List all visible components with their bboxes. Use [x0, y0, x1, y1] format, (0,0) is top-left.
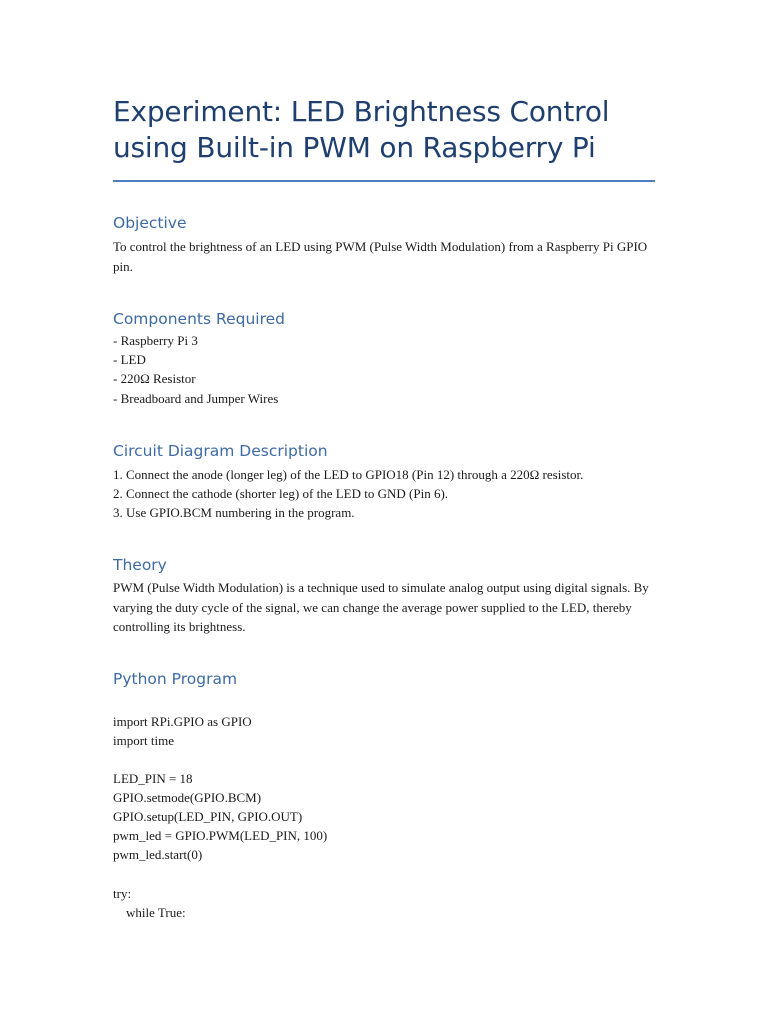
components-heading: Components Required [113, 310, 285, 328]
document-title: Experiment: LED Brightness Control using Built-in PWM on Raspberry Pi [113, 95, 610, 164]
component-item: - Raspberry Pi 3 [113, 333, 198, 348]
code-line: import RPi.GPIO as GPIO [113, 714, 252, 729]
circuit-step: 1. Connect the anode (longer leg) of the LED to GPIO18 (Pin 12) through a 220Ω resistor. [113, 467, 584, 482]
theory-heading: Theory [113, 556, 167, 574]
code-line: pwm_led.start(0) [113, 847, 203, 862]
code-line: while True: [113, 905, 186, 920]
code-line: pwm_led = GPIO.PWM(LED_PIN, 100) [113, 828, 328, 843]
circuit-heading: Circuit Diagram Description [113, 442, 328, 460]
code-line: GPIO.setup(LED_PIN, GPIO.OUT) [113, 809, 303, 824]
circuit-step: 2. Connect the cathode (shorter leg) of the LED to GND (Pin 6). [113, 486, 449, 501]
theory-text: PWM (Pulse Width Modulation) is a technique used to simulate analog output using digital signals. By varying the duty cycle of the signal, we can change the average power supplied to the LED, thereby controlling its brightness. [113, 580, 649, 634]
code-line: GPIO.setmode(GPIO.BCM) [113, 790, 262, 805]
component-item: - LED [113, 352, 146, 367]
program-heading: Python Program [113, 670, 238, 688]
title-underline [113, 180, 655, 182]
circuit-step: 3. Use GPIO.BCM numbering in the program. [113, 505, 355, 520]
code-line: LED_PIN = 18 [113, 771, 193, 786]
component-item: - 220Ω Resistor [113, 371, 196, 386]
objective-text: To control the brightness of an LED using PWM (Pulse Width Modulation) from a Raspberry Pi GPIO pin. [113, 239, 648, 274]
component-item: - Breadboard and Jumper Wires [113, 391, 279, 406]
code-line: import time [113, 733, 175, 748]
objective-heading: Objective [113, 214, 187, 232]
code-line: try: [113, 886, 132, 901]
